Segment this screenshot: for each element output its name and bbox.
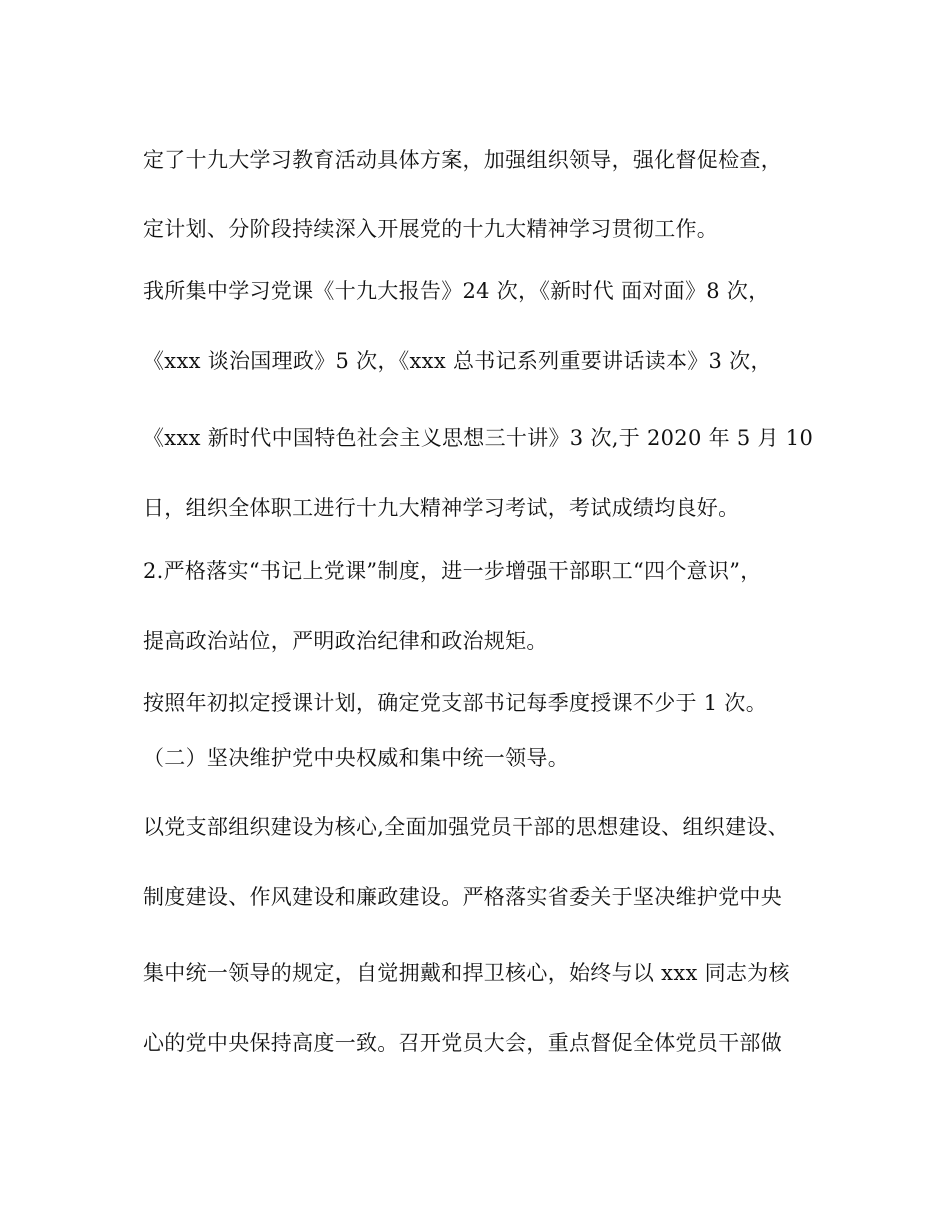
text-line: 我所集中学习党课《十九大报告》24 次，《新时代 面对面》8 次， <box>143 279 770 303</box>
text-line: 日，组织全体职工进行十九大精神学习考试，考试成绩均良好。 <box>143 496 740 520</box>
text-line: 《xxx 谈治国理政》5 次，《xxx 总书记系列重要讲话读本》3 次， <box>143 349 772 373</box>
text-line: 以党支部组织建设为核心,全面加强党员干部的思想建设、组织建设、 <box>143 815 789 839</box>
text-line: 《xxx 新时代中国特色社会主义思想三十讲》3 次,于 2020 年 5 月 10 <box>143 426 814 450</box>
text-line: 2.严格落实“书记上党课”制度，进一步增强干部职工“四个意识”， <box>143 559 762 583</box>
section-heading: （二）坚决维护党中央权威和集中统一领导。 <box>143 746 569 770</box>
text-line: 集中统一领导的规定，自觉拥戴和捍卫核心，始终与以 xxx 同志为核 <box>143 961 790 985</box>
text-line: 提高政治站位，严明政治纪律和政治规矩。 <box>143 629 548 653</box>
text-line: 定了十九大学习教育活动具体方案，加强组织领导，强化督促检查， <box>143 148 782 172</box>
text-line: 定计划、分阶段持续深入开展党的十九大精神学习贯彻工作。 <box>143 217 719 241</box>
text-line: 按照年初拟定授课计划，确定党支部书记每季度授课不少于 1 次。 <box>143 691 768 715</box>
text-line: 制度建设、作风建设和廉政建设。严格落实省委关于坚决维护党中央 <box>143 885 782 909</box>
text-line: 心的党中央保持高度一致。召开党员大会，重点督促全体党员干部做 <box>143 1031 782 1055</box>
